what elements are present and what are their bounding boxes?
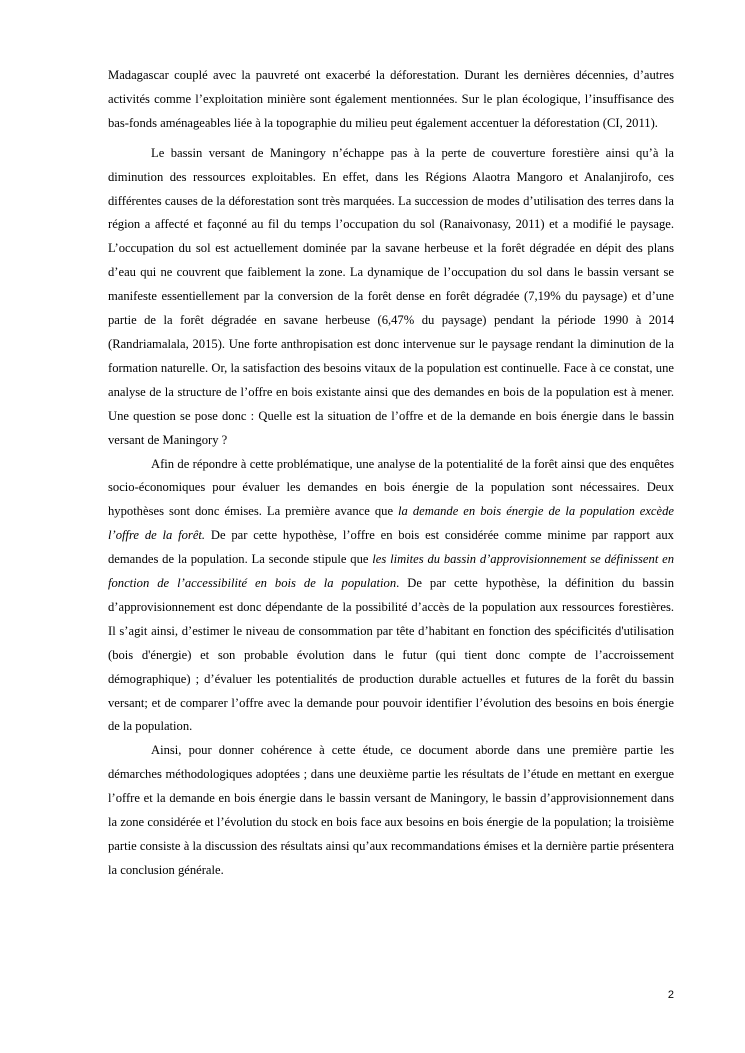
hypotheses-text-3: . De par cette hypothèse, la définition du bassin d’approvisionnement est donc dépendante de la possibilité d’accès de la population aux ressources forestières. Il s’agit ainsi, d’estimer le niveau de consommation par tête d’habitant en fonction des spécificités d'utilisation (bois d'énergie) et son probable évolution dans le futur (qui tient donc compte de l’accroissement démographique) ; d’évaluer les potentialités de production durable actuelles et futures de la forêt du bassin versant; et de comparer l’offre avec la demande pour pouvoir identifier l’évolution des besoins en bois énergie de la population.: [108, 576, 675, 734]
hypothesis-1-italic: la demande en bois énergie de la population excède l’offre de la forêt.: [108, 504, 674, 543]
paragraph-continuation: Madagascar couplé avec la pauvreté ont exacerbé la déforestation. Durant les dernières décennies, d’autres activités comme l’exploitation minière sont également mentionnées. Sur le plan écologique, l’insuffisance des bas-fonds aménageables liée à la topographie du milieu peut également accentuer la déforestation (CI, 2011).: [108, 68, 674, 130]
paragraph-context: Le bassin versant de Maningory n’échappe pas à la perte de couverture forestière ainsi qu’à la diminution des ressources exploitables. En effet, dans les Régions Alaotra Mangoro et Analanjirofo, ces différentes causes de la déforestation sont très marquées. La succession de modes d’utilisation des terres dans la région a affecté et façonné au fil du temps l’occupation du sol (Ranaivonasy, 2011) et a modifié le paysage. L’occupation du sol est actuellement dominée par la savane herbeuse et la forêt dégradée en dépit des plans d’eau qui ne couvrent que faiblement la zone. La dynamique de l’occupation du sol dans le bassin versant se manifeste essentiellement par la conversion de la forêt dense en forêt dégradée (7,19% du paysage) et d’une partie de la forêt dégradée en savane herbeuse (6,47% du paysage) pendant la période 1990 à 2014 (Randriamalala, 2015). Une forte anthropisation est donc intervenue sur le paysage rendant la diminution de la formation naturelle. Or, la satisfaction des besoins vitaux de la population est continuelle. Face à ce constat, une analyse de la structure de l’offre en bois existante ainsi que des demandes en bois de la population est à mener. Une question se pose donc : Quelle est la situation de l’offre et de la demande en bois énergie dans le bassin versant de Maningory ?: [108, 145, 674, 447]
paragraph-hypotheses: [108, 453, 674, 740]
paragraph-outline: Ainsi, pour donner cohérence à cette étude, ce document aborde dans une première partie les démarches méthodologiques adoptées ; dans une deuxième partie les résultats de l’étude en mettant en exergue l’offre et la demande en bois énergie dans le bassin versant de Maningory, le bassin d’approvisionnement dans la zone considérée et l’évolution du stock en bois face aux besoins en bois énergie de la population; la troisième partie consiste à la discussion des résultats ainsi qu’aux recommandations émises et la dernière partie présentera la conclusion générale.: [108, 743, 674, 877]
hypotheses-text-2: De par cette hypothèse, l’offre en bois est considérée comme minime par rapport aux demandes de la population. La seconde stipule que: [108, 528, 674, 567]
body-text: [108, 64, 674, 883]
page-number: 2: [667, 989, 674, 1001]
hypotheses-text-1: Afin de répondre à cette problématique, une analyse de la potentialité de la forêt ainsi que des enquêtes socio-économiques pour évaluer les demandes en bois énergie de la population sont nécessaires. Deux hypothèses sont donc émises. La première avance que: [108, 456, 674, 519]
hypothesis-2-italic: les limites du bassin d’approvisionnement se définissent en fonction de l’accessibilité en bois de la population: [108, 552, 674, 591]
